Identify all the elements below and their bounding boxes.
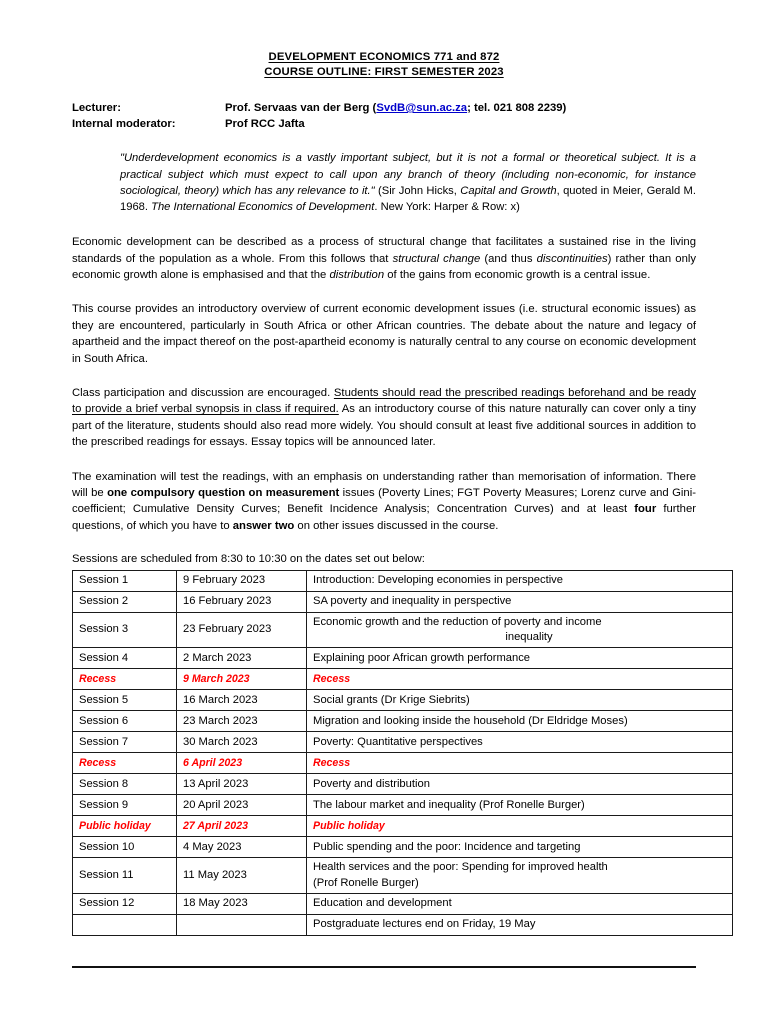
moderator-label: Internal moderator: (72, 117, 176, 130)
run-italic: discontinuities (536, 252, 608, 265)
topic-cell: Explaining poor African growth performance (307, 648, 733, 669)
topic-line-2: (Prof Ronelle Burger) (313, 876, 419, 889)
run: Class participation and discussion are encouraged. (72, 387, 334, 400)
table-row (73, 858, 733, 894)
paragraph-economic-development (72, 234, 696, 283)
topic-cell (307, 612, 733, 648)
topic-cell: Poverty and distribution (307, 774, 733, 795)
run: further questions, of which you have to (72, 503, 696, 532)
run-underline: Students should read the prescribed readings beforehand and be ready to provide a brief verbal synopsis in class if required. (72, 387, 696, 416)
table-row (73, 837, 733, 858)
date-cell: 9 February 2023 (177, 570, 307, 591)
date-cell: 27 April 2023 (177, 816, 307, 837)
date-cell: 2 March 2023 (177, 648, 307, 669)
page-title-line-1 (72, 50, 696, 65)
session-cell: Session 8 (73, 774, 177, 795)
date-cell: 30 March 2023 (177, 732, 307, 753)
topic-cell (307, 858, 733, 894)
quote-book-title-1: Capital and Growth (460, 184, 557, 197)
course-staff-block (72, 101, 696, 132)
date-cell (177, 914, 307, 935)
session-cell: Session 10 (73, 837, 177, 858)
quote-attrib-1: (Sir John Hicks, (374, 184, 461, 197)
run: on other issues discussed in the course. (294, 519, 499, 532)
lecturer-phone: ; tel. 021 808 2239) (467, 102, 567, 115)
session-cell: Session 2 (73, 591, 177, 612)
date-cell: 11 May 2023 (177, 858, 307, 894)
session-schedule-table (72, 570, 733, 936)
page-title-line-2 (72, 65, 696, 80)
date-cell: 9 March 2023 (177, 669, 307, 690)
lecturer-label: Lecturer: (72, 102, 121, 115)
table-row-public-holiday (73, 816, 733, 837)
topic-line-2: inequality (505, 631, 553, 644)
run: Economic development can be described as a process of structural change that facilitates a sustained rise in the living standards of the population as a whole. From this follows that (72, 236, 696, 265)
session-cell: Public holiday (73, 816, 177, 837)
paragraph-course-overview (72, 301, 696, 367)
table-row (73, 893, 733, 914)
run: of the gains from economic growth is a central issue. (384, 269, 651, 281)
moderator-row (72, 117, 696, 133)
quote-main-text: "Underdevelopment economics is a vastly important subject, but it is not a formal or theoretical subject. It is a practical subject which must expect to call upon any branch of theory (including non-economic, for instance sociological, theory) which has any relevance to it." (120, 152, 696, 197)
quote-attrib-2: , quoted in Meier, Gerald M. 1968. (120, 184, 696, 213)
topic-cell: Poverty: Quantitative perspectives (307, 732, 733, 753)
session-cell: Session 6 (73, 711, 177, 732)
date-cell: 4 May 2023 (177, 837, 307, 858)
topic-cell: Recess (307, 669, 733, 690)
session-cell: Session 12 (73, 893, 177, 914)
document-content (72, 50, 696, 936)
topic-cell: Public holiday (307, 816, 733, 837)
topic-cell: Public spending and the poor: Incidence and targeting (307, 837, 733, 858)
run: As an introductory course of this nature naturally can cover only a tiny part of the literature, students should also read more widely. You should consult at least five additional sources in addition to the prescribed readings for essays. Essay topics will be announced later. (72, 403, 697, 449)
session-cell: Session 11 (73, 858, 177, 894)
session-cell: Session 9 (73, 795, 177, 816)
lecturer-email-link[interactable]: SvdB@sun.ac.za (376, 102, 468, 115)
lecturer-row (72, 101, 696, 117)
topic-cell: Postgraduate lectures end on Friday, 19 May (307, 914, 733, 935)
date-cell: 20 April 2023 (177, 795, 307, 816)
session-cell: Session 5 (73, 690, 177, 711)
date-cell: 23 March 2023 (177, 711, 307, 732)
session-cell: Recess (73, 753, 177, 774)
document-title-block (72, 50, 696, 79)
table-row (73, 612, 733, 648)
paragraph-examination (72, 469, 696, 535)
run: issues (Poverty Lines; FGT Poverty Measures; Lorenz curve and Gini-coefficient; Cumulative Density Curves; Benefit Incidence Analysis; Concentration Curves) and at least (72, 487, 696, 516)
topic-line-1: Economic growth and the reduction of poverty and income (313, 615, 602, 628)
run-bold: answer two (232, 519, 295, 532)
run: This course provides an introductory overview of current economic development issues (i.e. structural economic issues) as they are encountered, particularly in South Africa or other African countries. The debate about the nature and legacy of apartheid and the impact thereof on the post-apartheid economy is naturally central to any course on economic development in South Africa. (72, 303, 696, 365)
table-row-recess (73, 753, 733, 774)
session-cell: Session 4 (73, 648, 177, 669)
opening-quote (72, 150, 696, 215)
session-cell: Session 7 (73, 732, 177, 753)
topic-cell: Social grants (Dr Krige Siebrits) (307, 690, 733, 711)
date-cell: 6 April 2023 (177, 753, 307, 774)
page-title-line-2-text: COURSE OUTLINE: FIRST SEMESTER 2023 (264, 65, 504, 78)
topic-cell: Recess (307, 753, 733, 774)
topic-cell: SA poverty and inequality in perspective (307, 591, 733, 612)
page-title-line-1-text: DEVELOPMENT ECONOMICS 771 and 872 (268, 51, 500, 63)
run-bold: four (634, 503, 657, 516)
table-row (73, 591, 733, 612)
table-row (73, 732, 733, 753)
table-row (73, 648, 733, 669)
run-italic: distribution (329, 269, 385, 281)
table-row (73, 570, 733, 591)
quote-attrib-3: . New York: Harper & Row: x) (374, 200, 520, 213)
table-row (73, 711, 733, 732)
moderator-name: Prof RCC Jafta (225, 117, 305, 130)
table-row (73, 795, 733, 816)
run: The examination will test the readings, with an emphasis on understanding rather than memorisation of information. There will be (72, 470, 696, 500)
session-cell: Recess (73, 669, 177, 690)
session-cell: Session 1 (73, 570, 177, 591)
date-cell: 16 February 2023 (177, 591, 307, 612)
session-cell (73, 914, 177, 935)
date-cell: 23 February 2023 (177, 612, 307, 648)
table-row (73, 914, 733, 935)
date-cell: 16 March 2023 (177, 690, 307, 711)
date-cell: 18 May 2023 (177, 893, 307, 914)
schedule-intro-text: Sessions are scheduled from 8:30 to 10:30 on the dates set out below: (72, 553, 425, 566)
table-row (73, 774, 733, 795)
quote-book-title-2: The International Economics of Development (151, 200, 375, 213)
run-bold: one compulsory question on measurement (107, 487, 340, 500)
topic-line-1: Health services and the poor: Spending for improved health (313, 861, 608, 874)
topic-cell: Migration and looking inside the household (Dr Eldridge Moses) (307, 711, 733, 732)
run: (and thus (480, 252, 537, 265)
table-row-recess (73, 669, 733, 690)
lecturer-name: Prof. Servaas van der Berg ( (225, 102, 377, 115)
footer-separator-rule (72, 966, 696, 968)
date-cell: 13 April 2023 (177, 774, 307, 795)
run: ) rather than only economic growth alone is emphasised and that the (72, 252, 697, 281)
session-cell: Session 3 (73, 612, 177, 648)
run-italic: structural change (392, 252, 481, 265)
table-row (73, 690, 733, 711)
topic-cell: Introduction: Developing economies in perspective (307, 570, 733, 591)
topic-cell: Education and development (307, 893, 733, 914)
lecturer-value (225, 101, 696, 117)
paragraph-class-participation (72, 385, 696, 451)
topic-cell: The labour market and inequality (Prof Ronelle Burger) (307, 795, 733, 816)
